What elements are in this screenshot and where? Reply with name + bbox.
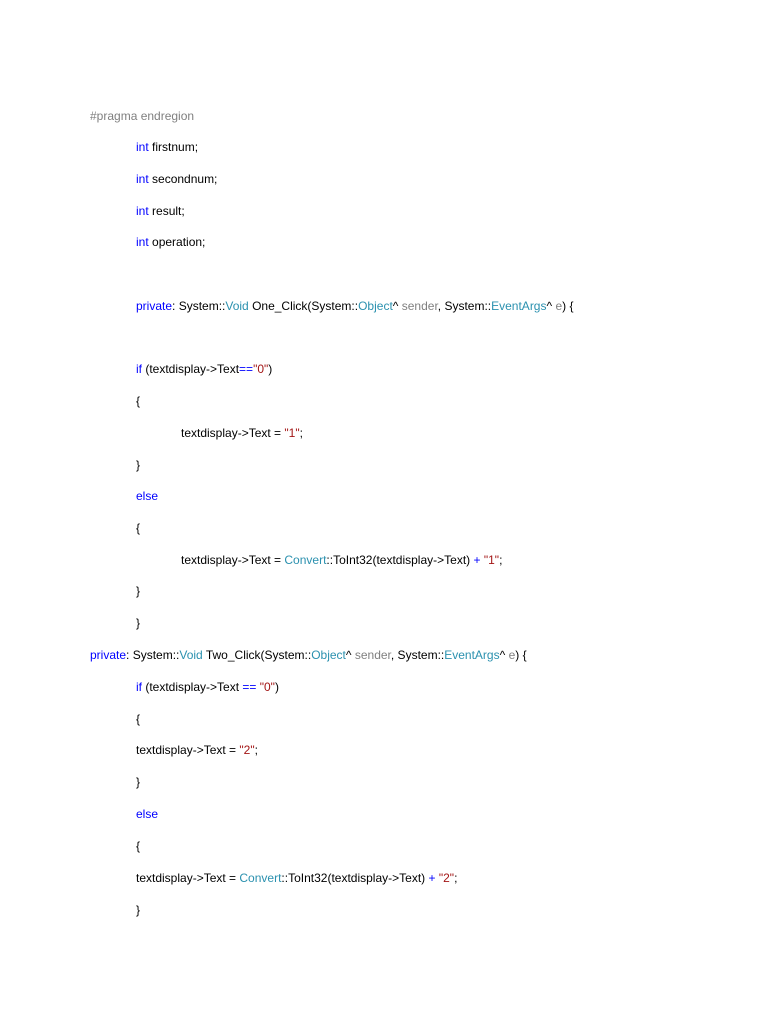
code-token: "2" bbox=[438, 871, 455, 885]
code-token: EventArgs bbox=[444, 648, 500, 662]
code-token: EventArgs bbox=[491, 299, 547, 313]
code-token: ) bbox=[268, 362, 273, 376]
code-token: "2" bbox=[239, 743, 255, 757]
code-line bbox=[181, 552, 502, 568]
code-token: ^ bbox=[345, 648, 355, 662]
code-line bbox=[136, 203, 185, 219]
code-token: textdisplay->Text = bbox=[136, 743, 240, 757]
code-token: ) bbox=[274, 680, 279, 694]
code-token: ^ bbox=[392, 299, 402, 313]
code-token: int bbox=[136, 172, 149, 186]
code-token: sender bbox=[354, 648, 391, 662]
code-line bbox=[136, 774, 140, 790]
code-line bbox=[136, 139, 198, 155]
code-token: } bbox=[136, 584, 141, 598]
code-line bbox=[136, 806, 158, 822]
code-line bbox=[136, 171, 217, 187]
code-line bbox=[136, 393, 140, 409]
code-token: ^ bbox=[499, 648, 509, 662]
code-token: if bbox=[136, 362, 142, 376]
code-token: : System:: bbox=[126, 648, 180, 662]
code-token: textdisplay->Text = bbox=[181, 553, 285, 567]
code-token: private bbox=[90, 648, 127, 662]
code-token: } bbox=[136, 616, 141, 630]
code-token: Convert bbox=[284, 553, 327, 567]
code-token: { bbox=[136, 394, 141, 408]
code-token: else bbox=[136, 489, 159, 503]
code-token: #pragma endregion bbox=[90, 109, 195, 123]
code-token: e bbox=[555, 299, 563, 313]
code-token: "0" bbox=[259, 680, 275, 694]
code-token: ) { bbox=[515, 648, 527, 662]
code-token: operation; bbox=[148, 235, 206, 249]
code-token: , System:: bbox=[390, 648, 445, 662]
code-line bbox=[136, 361, 272, 377]
code-token: int bbox=[136, 140, 149, 154]
code-line bbox=[136, 711, 140, 727]
code-line bbox=[136, 298, 573, 314]
code-token: (textdisplay->Text bbox=[142, 362, 240, 376]
code-token: result; bbox=[148, 204, 185, 218]
code-token: "0" bbox=[253, 362, 269, 376]
code-token: Convert bbox=[239, 871, 282, 885]
code-line bbox=[136, 679, 279, 695]
code-token: Void bbox=[225, 299, 249, 313]
code-token: textdisplay->Text = bbox=[181, 426, 285, 440]
code-token: ::ToInt32(textdisplay->Text) bbox=[326, 553, 474, 567]
code-line bbox=[181, 425, 303, 441]
code-token: ::ToInt32(textdisplay->Text) bbox=[281, 871, 429, 885]
code-token: "1" bbox=[284, 426, 300, 440]
code-token: sender bbox=[401, 299, 438, 313]
code-token: int bbox=[136, 235, 149, 249]
code-token: ; bbox=[454, 871, 458, 885]
code-line bbox=[136, 583, 140, 599]
code-token: Object bbox=[358, 299, 393, 313]
code-token: else bbox=[136, 807, 159, 821]
code-line bbox=[136, 742, 258, 758]
code-token: } bbox=[136, 903, 141, 917]
code-line bbox=[136, 457, 140, 473]
code-token: ; bbox=[499, 553, 503, 567]
code-token: : System:: bbox=[172, 299, 226, 313]
code-token: Void bbox=[179, 648, 203, 662]
code-token: + bbox=[473, 553, 481, 567]
code-token: secondnum; bbox=[148, 172, 218, 186]
code-line bbox=[136, 615, 140, 631]
code-token: { bbox=[136, 839, 141, 853]
code-token: Two_Click(System:: bbox=[202, 648, 312, 662]
code-token: (textdisplay->Text bbox=[142, 680, 243, 694]
code-token: ) { bbox=[562, 299, 574, 313]
code-token: firstnum; bbox=[148, 140, 199, 154]
code-line bbox=[136, 902, 140, 918]
code-token: + bbox=[428, 871, 436, 885]
code-token: private bbox=[136, 299, 173, 313]
code-line bbox=[136, 234, 205, 250]
code-line bbox=[90, 647, 527, 663]
code-token: ^ bbox=[546, 299, 556, 313]
code-token: One_Click(System:: bbox=[248, 299, 359, 313]
code-token: ; bbox=[254, 743, 258, 757]
code-line bbox=[136, 520, 140, 536]
code-token: , System:: bbox=[437, 299, 492, 313]
code-token: { bbox=[136, 712, 141, 726]
code-token: Object bbox=[311, 648, 346, 662]
code-token: if bbox=[136, 680, 142, 694]
code-line bbox=[136, 870, 457, 886]
code-line bbox=[90, 108, 194, 124]
code-token: } bbox=[136, 458, 141, 472]
code-token: } bbox=[136, 775, 141, 789]
code-token: { bbox=[136, 521, 141, 535]
code-token: == bbox=[242, 680, 257, 694]
code-token: == bbox=[239, 362, 254, 376]
code-token: ; bbox=[299, 426, 303, 440]
code-token: e bbox=[508, 648, 516, 662]
code-token: "1" bbox=[483, 553, 500, 567]
code-line bbox=[136, 838, 140, 854]
code-token: int bbox=[136, 204, 149, 218]
code-token: textdisplay->Text = bbox=[136, 871, 240, 885]
code-line bbox=[136, 488, 158, 504]
